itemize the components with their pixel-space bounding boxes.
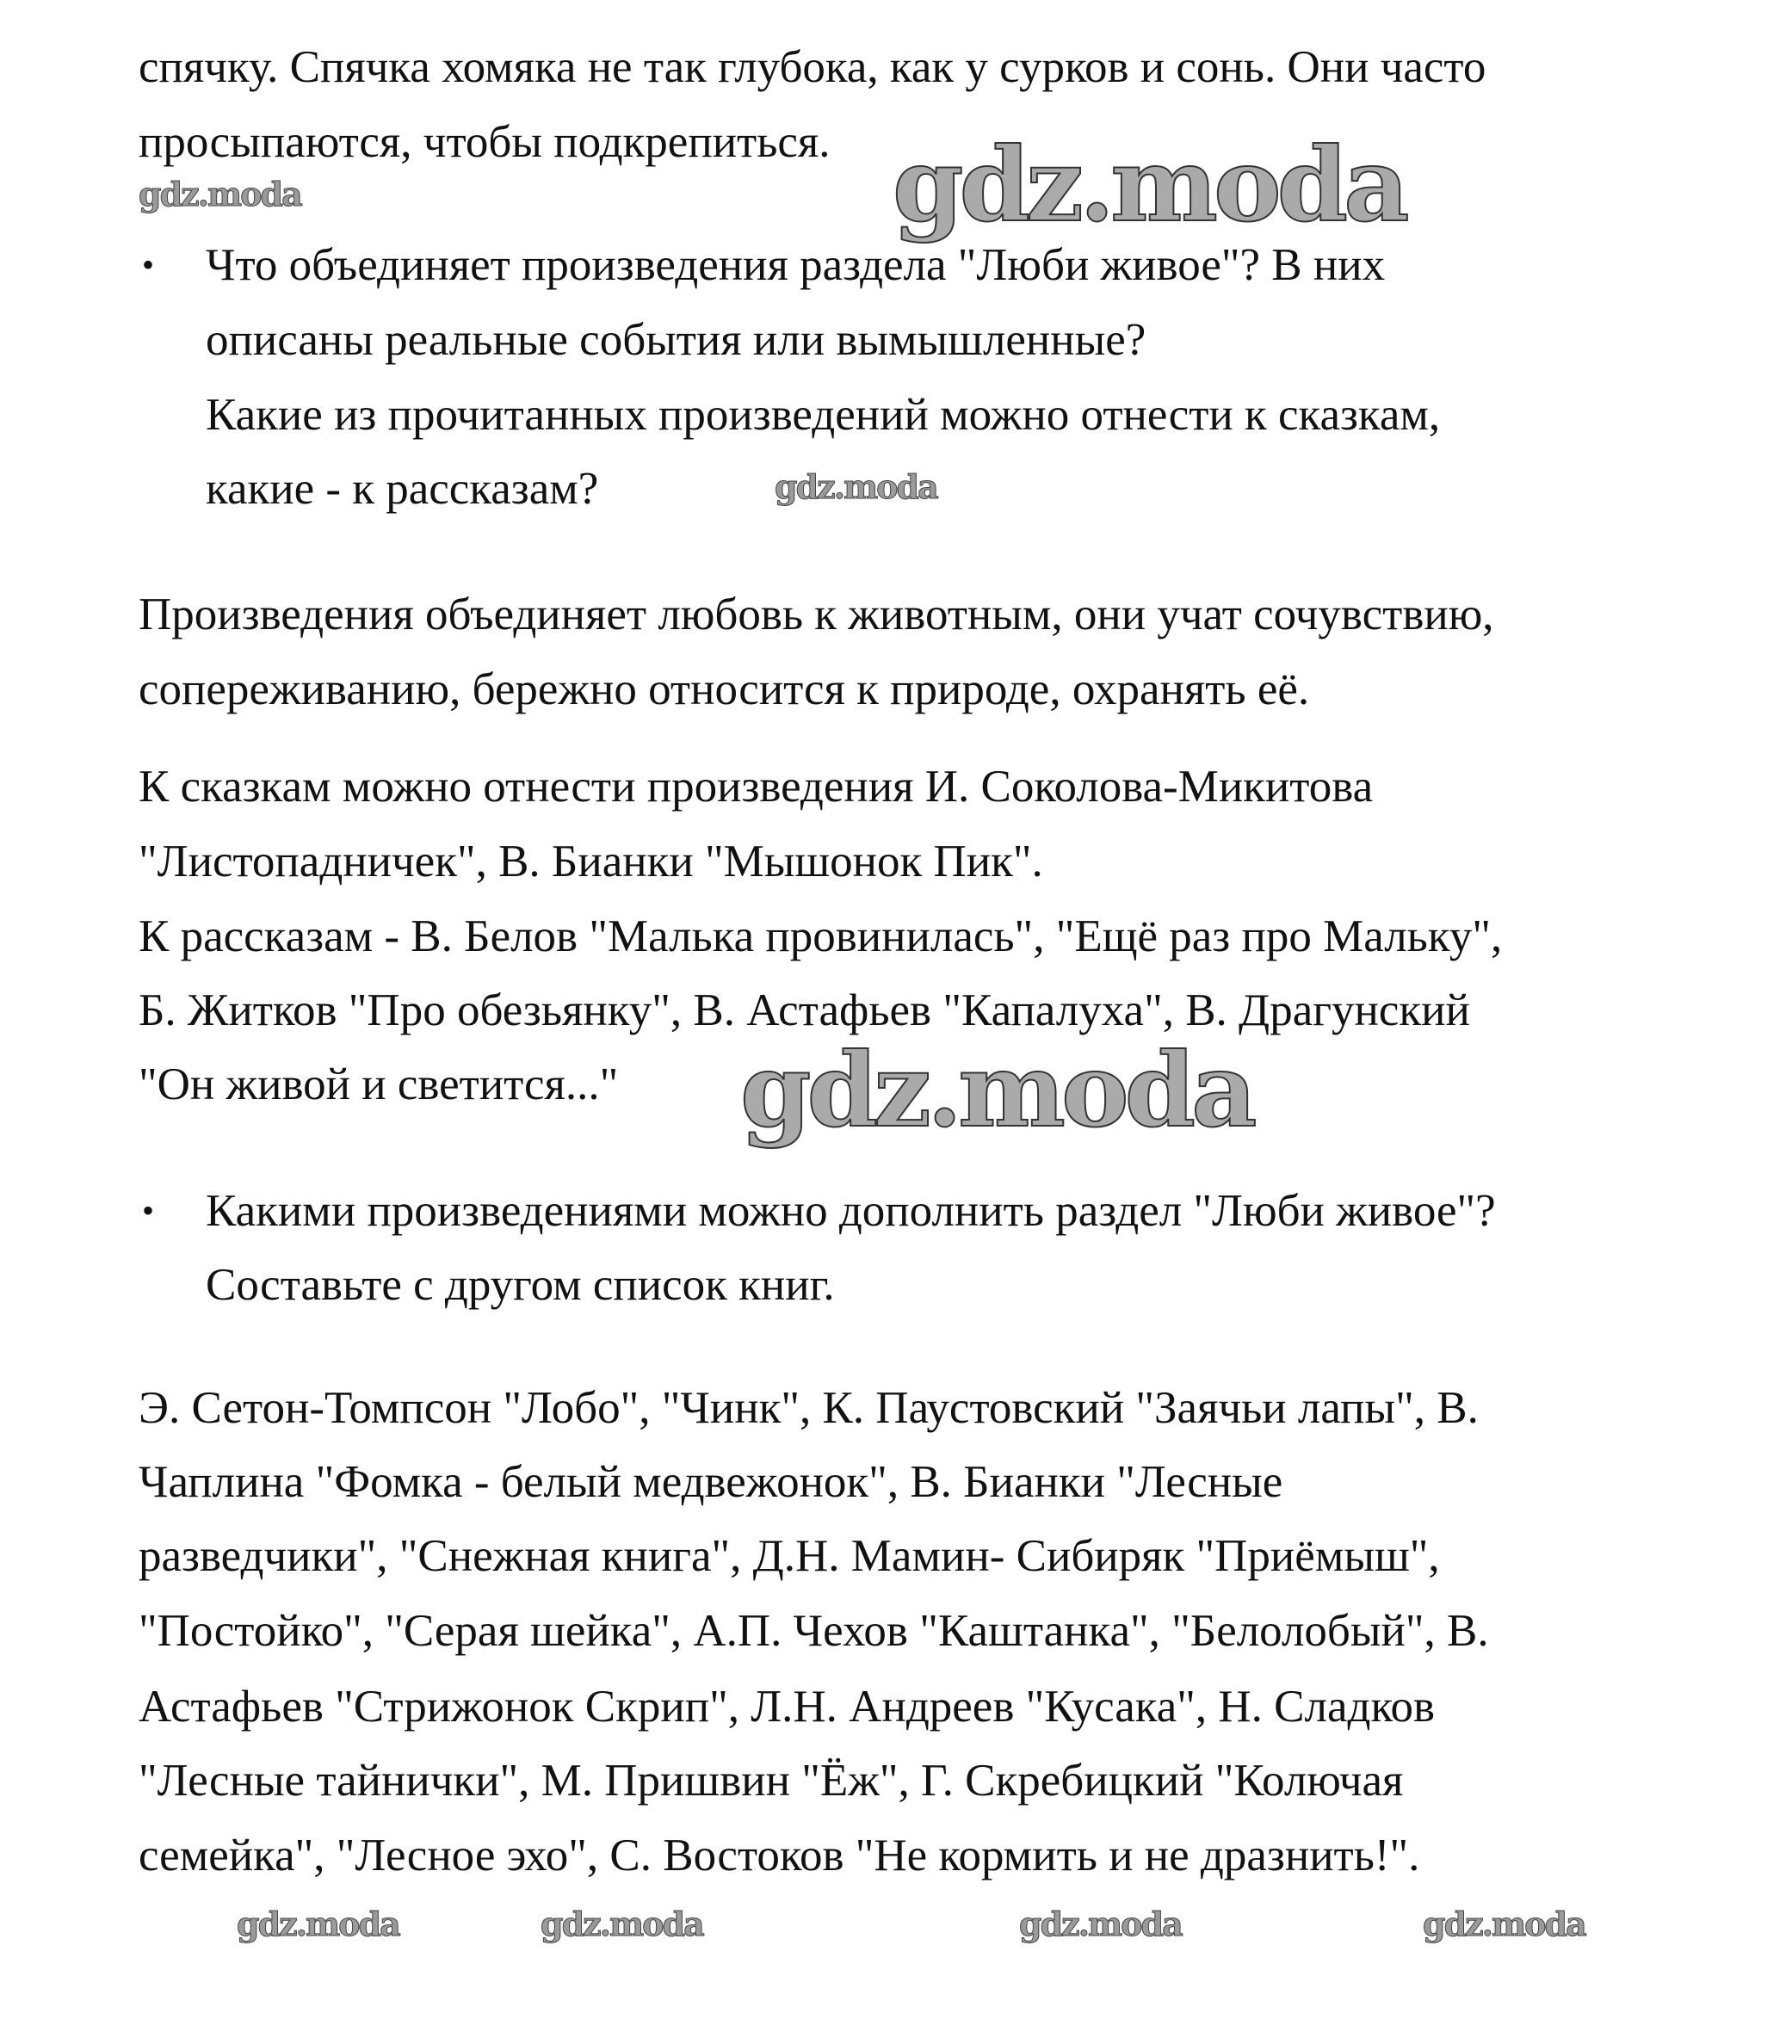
answer-line: "Лесные тайнички", М. Пришвин "Ёж", Г. Скребицкий "Колючая — [139, 1756, 1404, 1806]
answer-line: семейка", "Лесное эхо", С. Востоков "Не кормить и не дразнить!". — [139, 1831, 1420, 1880]
answer-line: "Постойко", "Серая шейка", А.П. Чехов "Каштанка", "Белолобый", В. — [139, 1606, 1489, 1656]
watermark: gdz.moda — [1423, 1905, 1585, 1943]
answer-line: "Листопадничек", В. Бианки "Мышонок Пик". — [139, 837, 1043, 886]
answer-line: разведчики", "Снежная книга", Д.Н. Мамин- Сибиряк "Приёмыш", — [139, 1531, 1440, 1581]
answer-line: Б. Житков "Про обезьянку", В. Астафьев "Капалуха", В. Драгунский — [139, 985, 1470, 1035]
question-line: какие - к рассказам? — [206, 464, 599, 514]
question-line: Составьте с другом список книг. — [206, 1260, 835, 1310]
watermark: gdz.moda — [139, 175, 301, 213]
bullet: • — [142, 1191, 155, 1230]
answer-line: "Он живой и светится..." — [139, 1059, 619, 1109]
question-line: Какими произведениями можно дополнить раздел "Люби живое"? — [206, 1186, 1496, 1236]
bullet: • — [142, 245, 155, 284]
watermark: gdz.moda — [775, 467, 937, 506]
answer-line: Э. Сетон-Томпсон "Лобо", "Чинк", К. Паустовский "Заячьи лапы", В. — [139, 1383, 1479, 1433]
answer-line: К рассказам - В. Белов "Малька провинилась", "Ещё раз про Мальку", — [139, 911, 1503, 961]
watermark: gdz.moda — [237, 1905, 399, 1943]
watermark: gdz.moda — [541, 1905, 703, 1943]
watermark: gdz.moda — [740, 1030, 1253, 1150]
answer-line: Произведения объединяет любовь к животным, они учат сочувствию, — [139, 590, 1494, 639]
watermark: gdz.moda — [1019, 1905, 1182, 1943]
answer-line: Астафьев "Стрижонок Скрип", Л.Н. Андреев "Кусака", Н. Сладков — [139, 1682, 1436, 1732]
text-line: просыпаются, чтобы подкрепиться. — [139, 117, 831, 167]
text-line: спячку. Спячка хомяка не так глубока, как у сурков и сонь. Они часто — [139, 42, 1486, 92]
question-line: описаны реальные события или вымышленные? — [206, 315, 1146, 365]
watermark: gdz.moda — [893, 125, 1406, 244]
answer-line: К сказкам можно отнести произведения И. Соколова-Микитова — [139, 762, 1374, 812]
answer-line: сопереживанию, бережно относится к природе, охранять её. — [139, 664, 1310, 714]
answer-line: Чаплина "Фомка - белый медвежонок", В. Бианки "Лесные — [139, 1457, 1283, 1507]
question-line: Что объединяет произведения раздела "Люби живое"? В них — [206, 240, 1386, 290]
question-line: Какие из прочитанных произведений можно отнести к сказкам, — [206, 390, 1441, 440]
